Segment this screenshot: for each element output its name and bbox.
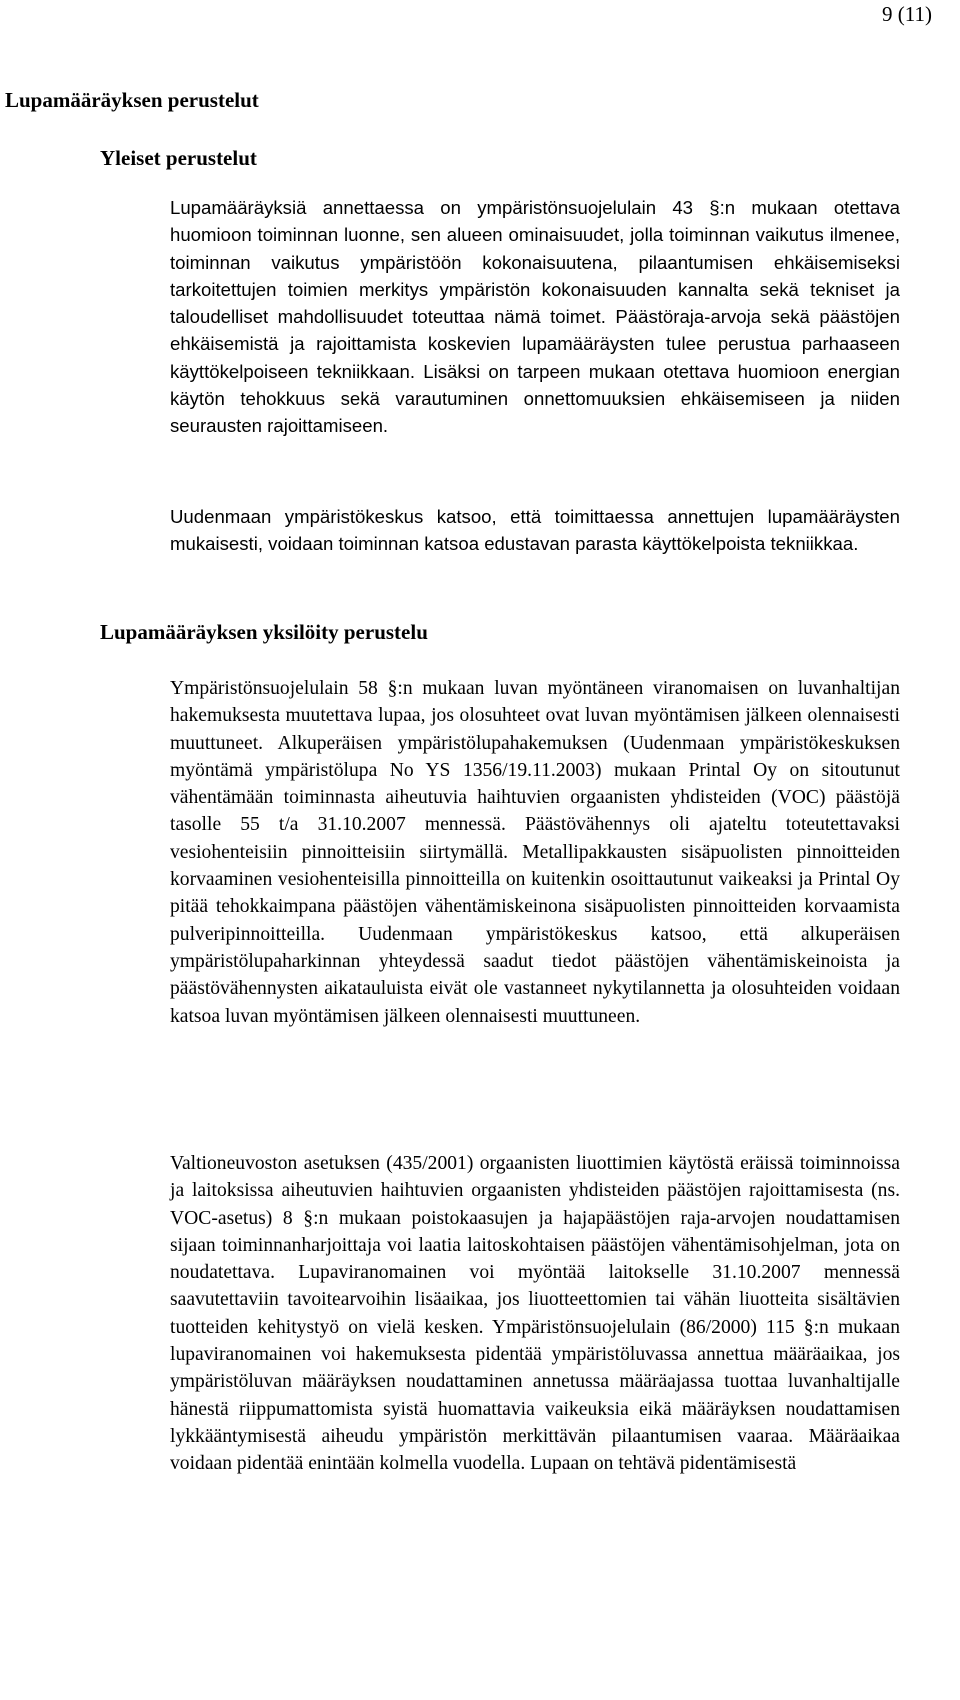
paragraph-best-available-technique: Uudenmaan ympäristökeskus katsoo, että toimittaessa annettujen lupamääräysten mukaisesti, voidaan toiminnan katsoa edustavan parasta käyttökelpoista tekniikkaa. [170, 506, 900, 555]
paragraph-specific-reasoning: Ympäristönsuojelulain 58 §:n mukaan luvan myöntäneen viranomaisen on luvanhaltijan hakemuksesta muutettava lupaa, jos olosuhteet ovat luvan myöntämisen jälkeen olennaisesti muuttuneet. Alkuperäisen ympäristölupahakemuksen (Uudenmaan ympäristökeskuksen myöntämä ympäristölupa No YS 1356/19.11.2003) mukaan Printal Oy on sitoutunut vähentämään toiminnasta aiheutuvia haihtuvien orgaanisten yhdisteiden (VOC) päästöjä tasolle 55 t/a 31.10.2007 mennessä. Päästövähennys oli ajateltu toteutettavaksi vesiohenteisiin pinnoitteisiin siirtymällä. Metallipakkausten sisäpuolisten pinnoitteiden korvaaminen vesiohenteisilla pinnoitteilla on kuitenkin osoittautunut vaikeaksi ja Printal Oy pitää tehokkaimpana päästöjen vähentämiskeinona sisäpuolisten pinnoitteiden korvaamista pulveripinnoitteilla. Uudenmaan ympäristökeskus katsoo, että alkuperäisen ympäristölupaharkinnan yhteydessä saadut tiedot päästöjen vähentämiskeinoista ja päästövähennysten aikatauluista eivät ole vastanneet nykytilannetta ja olosuhteiden voidaan katsoa luvan myöntämisen jälkeen olennaisesti muuttuneen. [170, 678, 900, 1027]
paragraph-voc-decree: Valtioneuvoston asetuksen (435/2001) orgaanisten liuottimien käytöstä eräissä toiminnoissa ja laitoksissa aiheutuvien haihtuvien orgaanisten yhdisteiden päästöjen rajoittamisesta (ns. VOC-asetus) 8 §:n mukaan poistokaasujen ja hajapäästöjen raja-arvojen noudattamisen sijaan toiminnanharjoittaja voi laatia laitoskohtaisen päästöjen vähentämisohjelman, jota on noudatettava. Lupaviranomainen voi myöntää laitokselle 31.10.2007 mennessä saavutettaviin tavoitearvoihin lisäaikaa, jos liuotteettomien tai vähän liuotteita sisältävien tuotteiden kehitystyö on vielä kesken. Ympäristönsuojelulain (86/2000) 115 §:n mukaan lupaviranomainen voi hakemuksesta pidentää ympäristöluvassa annettua määräaikaa, jos ympäristöluvan määräyksen noudattaminen annetussa määräajassa tuottaa luvanhaltijalle hänestä riippumattomista syistä huomattavia vaikeuksia eikä määräyksen noudattamisen lykkääntymisestä aiheudu ympäristön merkittävän pilaantumisen vaaraa. Määräaikaa voidaan pidentää enintään kolmella vuodella. Lupaan on tehtävä pidentämisestä [170, 1153, 900, 1475]
paragraph-general-reasoning: Lupamääräyksiä annettaessa on ympäristönsuojelulain 43 §:n mukaan otettava huomioon toiminnan luonne, sen alueen ominaisuudet, jolla toiminnan vaikutus ilmenee, toiminnan vaikutus ympäristöön kokonaisuutena, pilaantumisen ehkäisemiseksi tarkoitettujen toimien merkitys ympäristön kokonaisuuden kannalta sekä tekniset ja taloudelliset mahdollisuudet toteuttaa nämä toimet. Päästöraja-arvoja sekä päästöjen ehkäisemistä ja rajoittamista koskevien lupamääräysten tulee perustua parhaaseen käyttökelpoiseen tekniikkaan. Lisäksi on tarpeen mukaan otettava huomioon energian käytön tehokkuus sekä varautuminen onnettomuuksien ehkäisemiseen ja niiden seurausten rajoittamiseen. [170, 197, 900, 437]
subsection-heading-yleiset-perustelut: Yleiset perustelut [100, 146, 257, 170]
page-number: 9 (11) [882, 2, 932, 26]
section-heading-lupamaarayksen-perustelut: Lupamääräyksen perustelut [5, 88, 259, 112]
subsection-heading-yksiloity-perustelu: Lupamääräyksen yksilöity perustelu [100, 620, 428, 644]
